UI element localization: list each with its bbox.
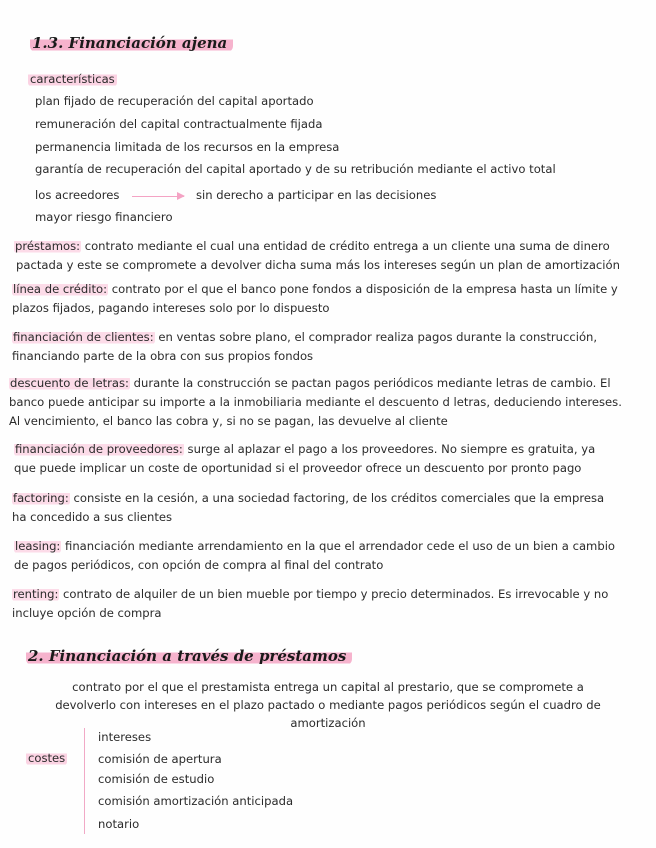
definition-factoring	[12, 489, 644, 527]
definition-term: factoring:	[13, 491, 69, 505]
definition-first-line	[12, 328, 642, 347]
definition-term: financiación de proveedores:	[15, 442, 183, 456]
prestamo-definition-line: amortización	[290, 716, 366, 730]
definition-line: surge al aplazar el pago a los proveedores. No siempre es gratuita, ya	[183, 442, 596, 456]
prestamo-definition-line: devolverlo con intereses en el plazo pactado o mediante pagos periódicos según el cuadro de	[55, 698, 601, 712]
definition-descuento-letras	[9, 374, 645, 431]
definition-line: pactada y este se compromete a devolver dicha suma más los intereses según un plan de amortización	[16, 258, 620, 272]
definition-term: financiación de clientes:	[13, 330, 154, 344]
coste-item: intereses	[98, 730, 152, 744]
caracteristicas-label: características	[30, 72, 115, 86]
definition-line: durante la construcción se pactan pagos periódicos mediante letras de cambio. El	[129, 376, 611, 390]
definition-term: descuento de letras:	[10, 376, 129, 390]
definition-first-line	[12, 585, 644, 604]
caracteristica-item: remuneración del capital contractualmente fijada	[35, 117, 323, 131]
definition-line: contrato de alquiler de un bien mueble por tiempo y precio determinados. Es irrevocable y no	[59, 587, 609, 601]
definition-term: línea de crédito:	[13, 282, 108, 296]
caracteristica-item: plan fijado de recuperación del capital aportado	[35, 94, 314, 108]
definition-term: leasing:	[15, 539, 61, 553]
definition-line: financiando parte de la obra con sus propios fondos	[12, 349, 314, 363]
prestamo-definition-line: contrato por el que el prestamista entrega un capital al prestario, que se compromete a	[72, 680, 584, 694]
definition-prestamos	[14, 237, 642, 275]
section-title-prestamos: 2. Financiación a través de préstamos	[26, 646, 352, 665]
definition-line: ha concedido a sus clientes	[12, 510, 173, 524]
definition-line: incluye opción de compra	[12, 606, 162, 620]
definition-renting	[12, 585, 644, 623]
section-title-financiacion-ajena: 1.3. Financiación ajena	[30, 33, 233, 52]
acreedores-result: sin derecho a participar en las decisiones	[196, 188, 437, 202]
definition-linea-credito	[12, 280, 642, 318]
caracteristica-item: garantía de recuperación del capital aportado y de su retribución mediante el activo total	[35, 162, 556, 176]
definition-line: consiste en la cesión, a una sociedad factoring, de los créditos comerciales que la empresa	[69, 491, 605, 505]
coste-item: comisión de apertura	[98, 752, 222, 766]
arrow-right-icon	[132, 196, 184, 197]
costes-label: costes	[28, 751, 66, 765]
definition-line: contrato por el que el banco pone fondos a disposición de la empresa hasta un límite y	[108, 282, 618, 296]
definition-line: plazos fijados, pagando intereses solo por lo dispuesto	[12, 301, 330, 315]
definition-line: Al vencimiento, el banco las cobra y, si no se pagan, las devuelve al cliente	[9, 414, 448, 428]
definition-first-line	[14, 440, 644, 459]
caracteristica-item: permanencia limitada de los recursos en la empresa	[35, 140, 340, 154]
definition-line: financiación mediante arrendamiento en la que el arrendador cede el uso de un bien a cambio	[61, 539, 616, 553]
acreedores-label: los acreedores	[35, 188, 120, 202]
definition-line: de pagos periódicos, con opción de compra al final del contrato	[14, 558, 384, 572]
definition-leasing	[14, 537, 644, 575]
definition-line: banco puede anticipar su importe a la inmobiliaria mediante el descuento d letras, deduciendo intereses.	[9, 395, 622, 409]
definition-term: renting:	[13, 587, 59, 601]
definition-line: que puede implicar un coste de oportunidad si el proveedor ofrece un descuento por pronto pago	[14, 461, 582, 475]
definition-first-line	[12, 489, 644, 508]
definition-financiacion-clientes	[12, 328, 642, 366]
coste-item: comisión de estudio	[98, 772, 215, 786]
riesgo-item: mayor riesgo financiero	[35, 210, 173, 224]
costes-bracket	[84, 728, 85, 834]
coste-item: notario	[98, 817, 140, 831]
definition-line: en ventas sobre plano, el comprador realiza pagos durante la construcción,	[154, 330, 598, 344]
definition-line: contrato mediante el cual una entidad de crédito entrega a un cliente una suma de dinero	[81, 239, 610, 253]
definition-first-line	[14, 537, 644, 556]
definition-term: préstamos:	[15, 239, 81, 253]
definition-first-line	[9, 374, 645, 393]
prestamo-definition	[30, 678, 626, 732]
coste-item: comisión amortización anticipada	[98, 794, 294, 808]
definition-financiacion-proveedores	[14, 440, 644, 478]
